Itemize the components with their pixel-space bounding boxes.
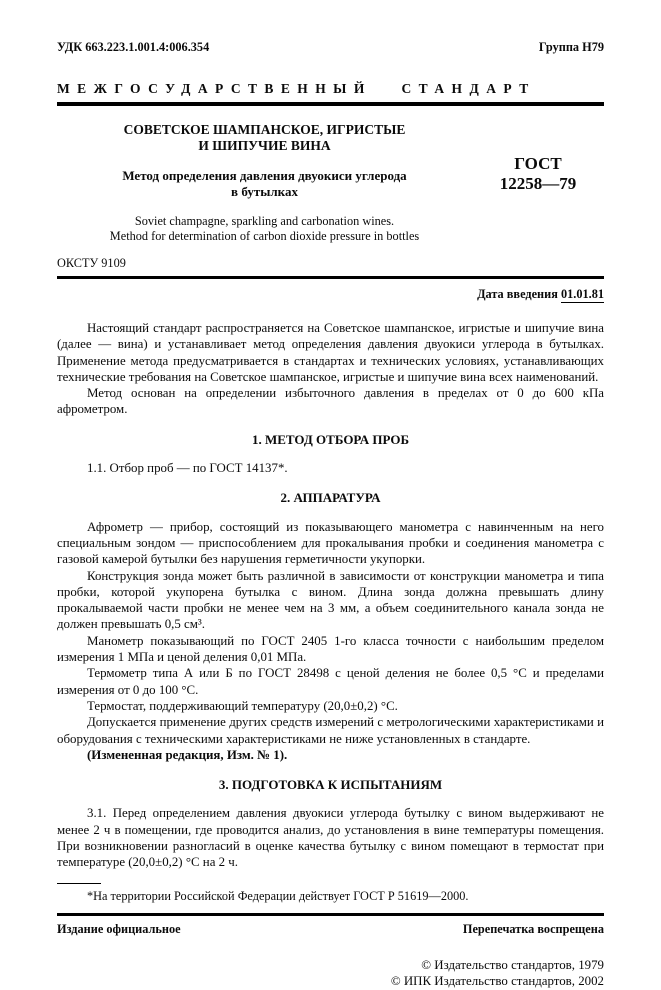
method-title [57, 168, 472, 200]
copyright-line-1979: © Издательство стандартов, 1979 [421, 957, 604, 972]
footnote-rule [57, 883, 101, 884]
section-2 [57, 490, 604, 763]
reprint-prohibited-label: Перепечатка воспрещена [462, 921, 604, 936]
header-divider-bar [57, 102, 604, 106]
gost-number-block [472, 122, 604, 244]
date-value: 01.01.81 [560, 287, 604, 301]
standard-title-en-line1: Soviet champagne, sparkling and carbonation wines. [134, 214, 395, 228]
footer-divider-bar [57, 913, 604, 916]
section-2-paragraph: Конструкция зонда может быть различной в зависимости от конструкции манометра и типа пробки, которой укупорена бутылка с вином. Длина зонда должна превышать длину прокалываемой части пробки не менее чем на 3 мм, а объем соединительного канала зонда не должен превышать 0,5 см³. [57, 568, 604, 632]
standard-type-title: МЕЖГОСУДАРСТВЕННЫЙ СТАНДАРТ [57, 81, 536, 96]
section-2-paragraph: Допускается применение других средств измерений с метрологическими характеристиками и оборудования с техническими характеристиками не ниже установленных в стандарте. [57, 715, 604, 746]
footnote-block [57, 883, 604, 904]
section-3-heading: 3. ПОДГОТОВКА К ИСПЫТАНИЯМ [218, 777, 443, 793]
standard-title-ru-line1: СОВЕТСКОЕ ШАМПАНСКОЕ, ИГРИСТЫЕ [123, 122, 406, 137]
section-2-paragraph: Афрометр — прибор, состоящий из показывающего манометра с навинченным на него специальным зондом — приспособлением для прокалывания пробки и соединения манометра с газовой камерой бутылки без нарушения герметичности укупорки. [57, 519, 604, 567]
okstu-divider-bar [57, 276, 604, 279]
standard-title-ru-line2: И ШИПУЧИЕ ВИНА [198, 138, 331, 153]
section-1-heading: 1. МЕТОД ОТБОРА ПРОБ [251, 431, 410, 447]
standard-title-en-line2: Method for determination of carbon dioxide pressure in bottles [109, 229, 420, 243]
method-title-line2: в бутылках [231, 184, 298, 199]
gost-label: ГОСТ [514, 154, 562, 173]
standard-title-en [57, 214, 472, 244]
section-2-paragraph: Термометр типа А или Б по ГОСТ 28498 с ценой деления не более 0,5 °С и пределами измерения от 0 до 100 °С. [57, 666, 604, 697]
footer-row [57, 922, 604, 937]
intro-paragraph: Метод основан на определении избыточного давления в пределах от 0 до 600 кПа афрометром. [57, 386, 604, 417]
document-header-row [57, 40, 604, 55]
standard-title-ru [57, 122, 472, 154]
okstu-code: ОКСТУ 9109 [57, 256, 126, 270]
document-body [57, 320, 604, 904]
section-2-paragraph: Термостат, поддерживающий температуру (20,0±0,2) °С. [87, 698, 398, 713]
gost-number: 12258—79 [499, 174, 577, 193]
date-label: Дата введения [477, 287, 558, 301]
section-3 [57, 777, 604, 870]
title-left-column [57, 122, 472, 244]
title-block [57, 122, 604, 244]
method-title-line1: Метод определения давления двуокиси углерода [122, 168, 407, 183]
group-code: Группа Н79 [538, 40, 604, 54]
udk-code: УДК 663.223.1.001.4:006.354 [57, 40, 210, 54]
section-1 [57, 432, 604, 477]
introduction-date-line [57, 287, 604, 302]
section-2-amendment-note: (Измененная редакция, Изм. № 1). [87, 747, 288, 762]
official-edition-label: Издание официальное [57, 921, 181, 936]
section-2-heading: 2. АППАРАТУРА [280, 490, 381, 506]
section-3-paragraph: 3.1. Перед определением давления двуокиси углерода бутылку с вином выдерживают не менее 2 ч в помещении, где проводится анализ, до установления в вине температуры помещения. При возникновении разногласий в оценке качества бутылку с вином помещают в термостат при температуре (20,0±0,2) °С на 2 ч. [57, 806, 604, 870]
copyright-line-2002: © ИПК Издательство стандартов, 2002 [390, 974, 604, 989]
footnote-text: *На территории Российской Федерации действует ГОСТ Р 51619—2000. [87, 888, 469, 903]
copyright-block [57, 957, 604, 990]
section-1-paragraph: 1.1. Отбор проб — по ГОСТ 14137*. [87, 461, 288, 476]
section-2-paragraph: Манометр показывающий по ГОСТ 2405 1-го класса точности с наибольшим пределом измерения 1 МПа и ценой деления 0,01 МПа. [57, 633, 604, 665]
intro-paragraph: Настоящий стандарт распространяется на Советское шампанское, игристые и шипучие вина (далее — вина) и устанавливает метод определения давления двуокиси углерода в бутылках. Применение метода предусматривается в стандартах и технических условиях, устанавливающих технические требования на Советское шампанское, игристые и шипучие вина всех наименований. [57, 321, 604, 384]
